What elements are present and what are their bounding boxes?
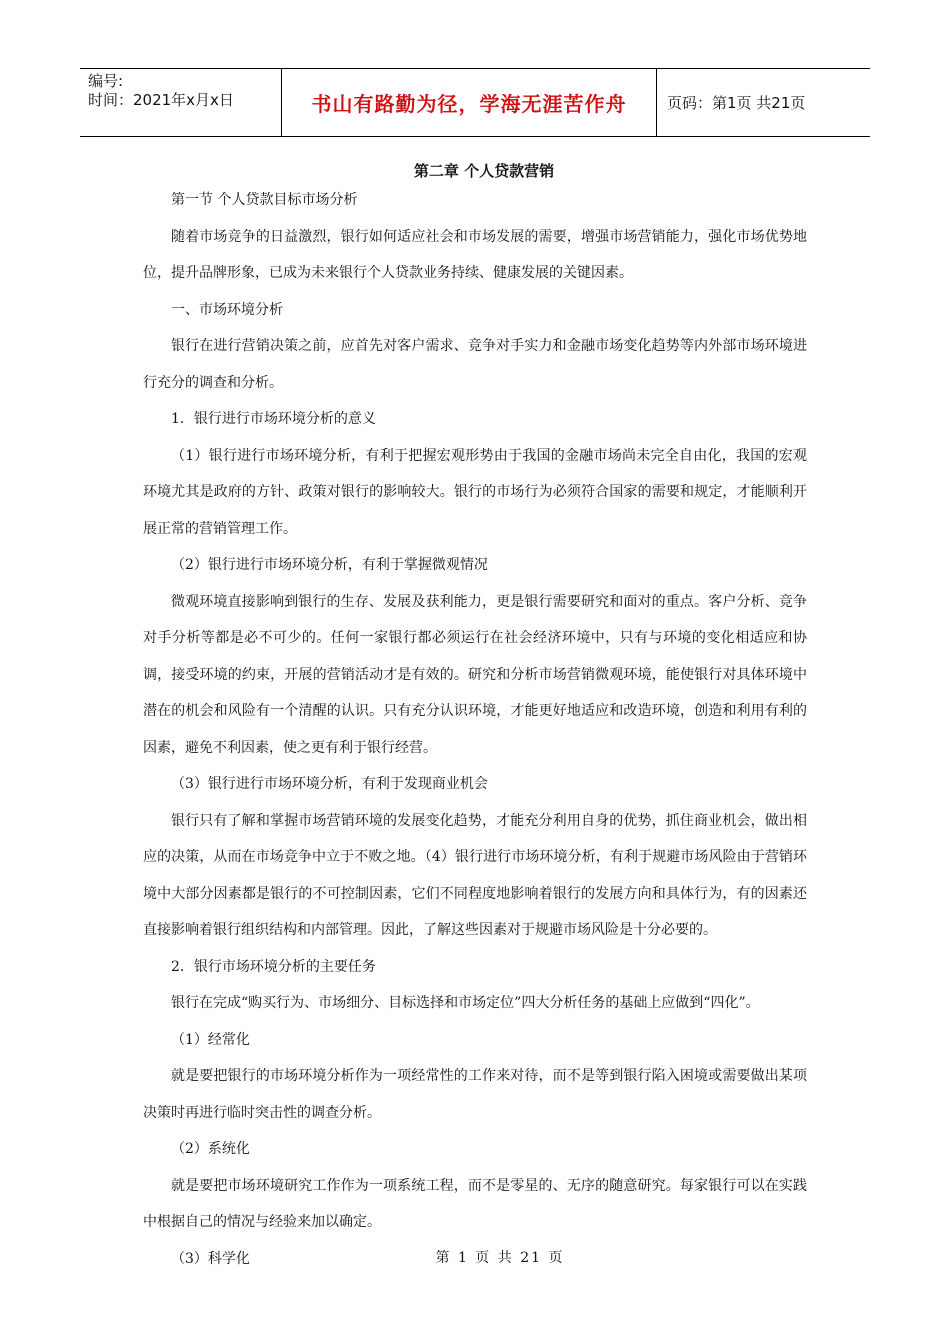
paragraph: 1．银行进行市场环境分析的意义 [171,411,376,427]
document-header [80,68,870,137]
page-footer: 第 1 页 共 21 页 [435,1250,565,1266]
paragraph: 就是要把银行的市场环境分析作为一项经常性的工作来对待，而不是等到银行陷入困境或需要做出某项决策时再进行临时突击性的调查分析。 [143,1068,807,1121]
paragraph: 银行在完成“购买行为、市场细分、目标选择和市场定位”四大分析任务的基础上应做到“四化”。 [171,995,760,1011]
header-motto-cell [281,69,657,136]
paragraph: （1）经常化 [171,1031,250,1048]
paragraph: 第一节 个人贷款目标市场分析 [171,192,358,208]
paragraph: 微观环境直接影响到银行的生存、发展及获利能力，更是银行需要研究和面对的重点。客户分析、竞争对手分析等都是必不可少的。任何一家银行都必须运行在社会经济环境中，只有与环境的变化相适应和协调，接受环境的约束，开展的营销活动才是有效的。研究和分析市场营销微观环境，能使银行对具体环境中潜在的机会和风险有一个清醒的认识。只有充分认识环境，才能更好地适应和改造环境，创造和利用有利的因素，避免不利因素，使之更有利于银行经营。 [143,593,807,756]
paragraph-list [143,182,807,1277]
paragraph: 随着市场竞争的日益激烈，银行如何适应社会和市场发展的需要，增强市场营销能力，强化市场优势地位，提升品牌形象，已成为未来银行个人贷款业务持续、健康发展的关键因素。 [143,228,807,281]
header-meta [80,69,280,136]
paragraph: （2）系统化 [171,1141,250,1157]
paragraph: 2．银行市场环境分析的主要任务 [171,958,376,975]
number-label: 编号: [88,72,124,90]
paragraph: （2）银行进行市场环境分析，有利于掌握微观情况 [171,557,488,573]
paragraph: 银行在进行营销决策之前，应首先对客户需求、竞争对手实力和金融市场变化趋势等内外部市场环境进行充分的调查和分析。 [143,338,807,391]
chapter-title: 第二章 个人贷款营销 [413,162,555,180]
time-label: 时间：2021年x月x日 [88,91,234,109]
paragraph: 一、市场环境分析 [171,301,283,318]
paragraph: （3）科学化 [171,1250,250,1267]
motto-text: 书山有路勤为径，学海无涯苦作舟 [311,92,627,116]
document-body [143,160,807,1277]
paragraph: 就是要把市场环境研究工作作为一项系统工程，而不是零星的、无序的随意研究。每家银行可以在实践中根据自己的情况与经验来加以确定。 [143,1177,807,1230]
paragraph: （3）银行进行市场环境分析，有利于发现商业机会 [171,776,488,792]
paragraph: 银行只有了解和掌握市场营销环境的发展变化趋势，才能充分利用自身的优势，抓住商业机会，做出相应的决策，从而在市场竞争中立于不败之地。（4）银行进行市场环境分析，有利于规避市场风险由于营销环境中大部分因素都是银行的不可控制因素，它们不同程度地影响着银行的发展方向和具体行为，有的因素还直接影响着银行组织结构和内部管理。因此，了解这些因素对于规避市场风险是十分必要的。 [143,812,807,938]
header-page-info [657,69,870,136]
page-info-text: 页码：第1页 共21页 [667,94,806,112]
paragraph: （1）银行进行市场环境分析，有利于把握宏观形势由于我国的金融市场尚未完全自由化，我国的宏观环境尤其是政府的方针、政策对银行的影响较大。银行的市场行为必须符合国家的需要和规定，才能顺利开展正常的营销管理工作。 [143,447,807,537]
